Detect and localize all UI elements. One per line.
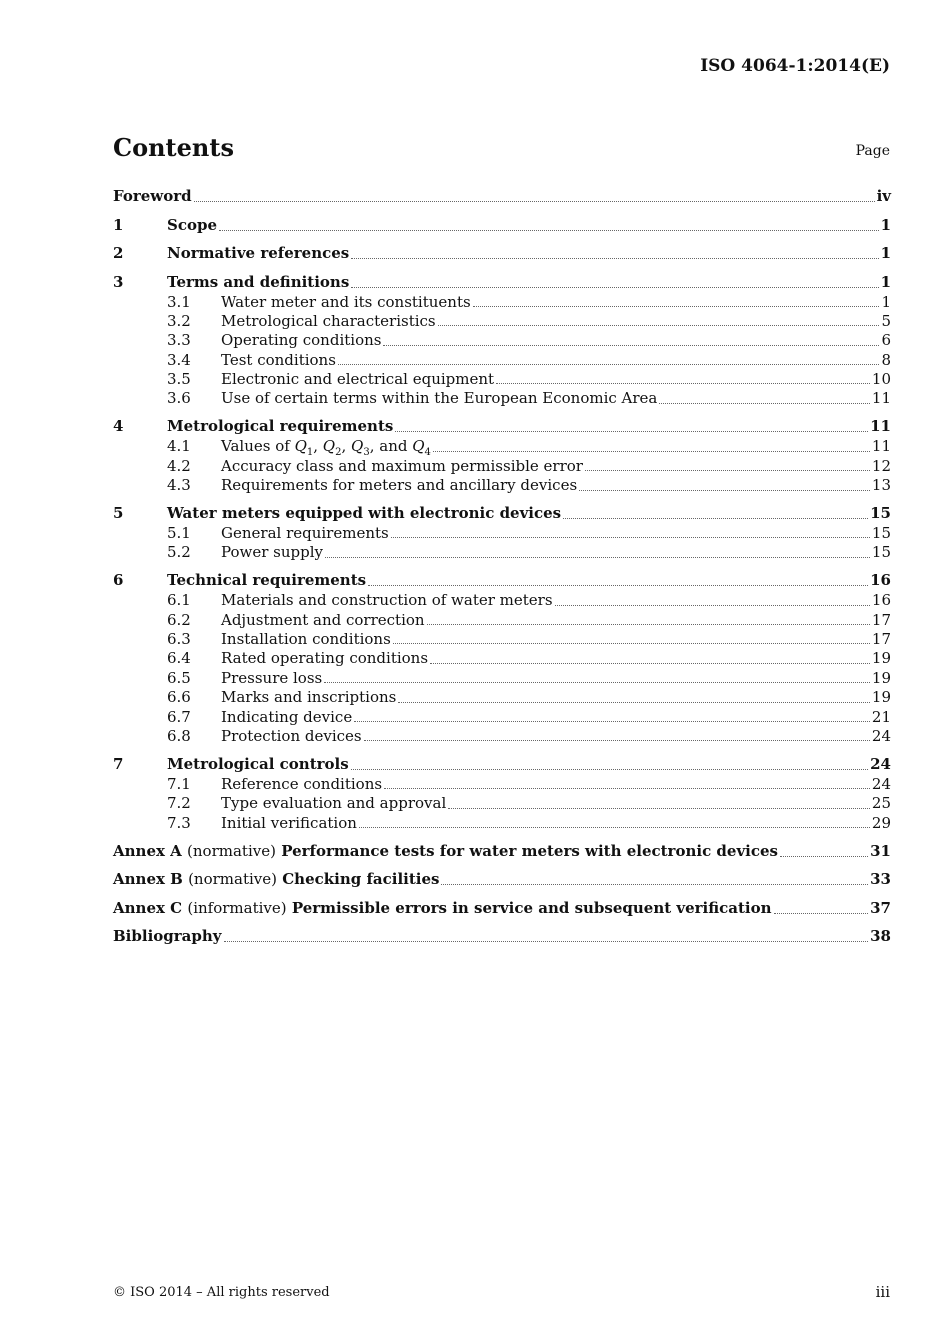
toc-entry-section-7[interactable] bbox=[113, 753, 891, 775]
toc-number: 5 bbox=[113, 504, 124, 523]
toc-page: 1 bbox=[880, 215, 891, 234]
toc-entry-4-3[interactable] bbox=[113, 476, 891, 495]
toc-number: 7 bbox=[113, 754, 124, 773]
toc-page: 11 bbox=[870, 417, 891, 436]
toc-entry-annex-a[interactable] bbox=[113, 840, 891, 862]
toc-entry-section-1[interactable] bbox=[113, 214, 891, 236]
toc-page: 17 bbox=[871, 630, 891, 649]
toc-page: 12 bbox=[871, 456, 891, 475]
leader-dots bbox=[393, 643, 870, 644]
toc-title: Use of certain terms within the European Economic Area bbox=[221, 389, 658, 408]
leader-dots bbox=[780, 856, 868, 857]
toc-entry-7-2[interactable] bbox=[113, 794, 891, 813]
toc-page: iv bbox=[876, 187, 891, 205]
toc-number: 3.2 bbox=[167, 311, 191, 330]
toc-entry-annex-c[interactable] bbox=[113, 897, 891, 919]
toc-title: Adjustment and correction bbox=[221, 610, 425, 629]
toc-number: 6.3 bbox=[167, 630, 191, 649]
toc-title: Metrological controls bbox=[167, 754, 349, 773]
toc-number: 3 bbox=[113, 272, 124, 291]
toc-page: 33 bbox=[870, 870, 891, 889]
toc-number: 6 bbox=[113, 571, 124, 590]
toc-title: Values of $Q_1$, $Q_2$, $Q_3$, and $Q_4$ bbox=[221, 437, 431, 459]
leader-dots bbox=[324, 682, 870, 683]
toc-title: Scope bbox=[167, 215, 218, 234]
toc-number: 4.1 bbox=[167, 437, 191, 456]
toc-page: 21 bbox=[871, 707, 891, 726]
toc-page: 8 bbox=[881, 350, 891, 369]
toc-title: Water meter and its constituents bbox=[221, 292, 471, 311]
toc-title: General requirements bbox=[221, 524, 389, 543]
toc-title: Indicating device bbox=[221, 707, 353, 726]
toc-title: Operating conditions bbox=[221, 331, 382, 350]
toc-title: Annex B (normative) Checking facilities bbox=[113, 870, 440, 889]
toc-page: 13 bbox=[871, 476, 891, 495]
toc-entry-section-4[interactable] bbox=[113, 415, 891, 437]
leader-dots bbox=[398, 702, 870, 703]
toc-number: 7.3 bbox=[167, 813, 191, 832]
toc-title: Electronic and electrical equipment bbox=[221, 370, 495, 389]
toc-number: 3.4 bbox=[167, 350, 191, 369]
toc-entry-3-6[interactable] bbox=[113, 389, 891, 408]
leader-dots bbox=[325, 557, 870, 558]
toc-number: 6.1 bbox=[167, 591, 191, 610]
toc-entry-5-2[interactable] bbox=[113, 543, 891, 562]
toc-entry-6-6[interactable] bbox=[113, 688, 891, 707]
toc-number: 6.2 bbox=[167, 610, 191, 629]
toc-title: Terms and definitions bbox=[167, 272, 350, 291]
toc-title: Test conditions bbox=[221, 350, 336, 369]
toc-page: 24 bbox=[870, 754, 891, 773]
toc-page: 19 bbox=[871, 649, 891, 668]
toc-entry-6-4[interactable] bbox=[113, 649, 891, 668]
toc-number: 3.3 bbox=[167, 331, 191, 350]
leader-dots bbox=[585, 470, 870, 471]
toc-page: 16 bbox=[871, 591, 891, 610]
toc-entry-section-2[interactable] bbox=[113, 242, 891, 264]
leader-dots bbox=[427, 624, 870, 625]
toc-page: 16 bbox=[870, 571, 891, 590]
toc-entry-3-3[interactable] bbox=[113, 331, 891, 350]
toc-entry-section-3[interactable] bbox=[113, 271, 891, 293]
leader-dots bbox=[563, 518, 868, 519]
toc-title: Foreword bbox=[113, 187, 192, 205]
toc-entry-foreword[interactable] bbox=[113, 185, 891, 207]
leader-dots bbox=[441, 884, 868, 885]
toc-title: Water meters equipped with electronic devices bbox=[167, 504, 562, 523]
toc-entry-6-8[interactable] bbox=[113, 727, 891, 746]
toc-number: 5.2 bbox=[167, 543, 191, 562]
toc-number: 3.6 bbox=[167, 389, 191, 408]
toc-title: Normative references bbox=[167, 244, 350, 262]
toc-number: 3.5 bbox=[167, 370, 191, 389]
leader-dots bbox=[194, 201, 875, 202]
toc-title: Metrological characteristics bbox=[221, 311, 436, 330]
toc-title: Power supply bbox=[221, 543, 324, 562]
copyright-notice: © ISO 2014 – All rights reserved bbox=[113, 1285, 330, 1300]
toc-title: Marks and inscriptions bbox=[221, 688, 397, 707]
toc-entry-6-7[interactable] bbox=[113, 708, 891, 727]
toc-page: 38 bbox=[870, 927, 891, 946]
leader-dots bbox=[383, 345, 879, 346]
toc-page: 19 bbox=[871, 688, 891, 707]
leader-dots bbox=[448, 808, 870, 809]
toc-title: Annex C (informative) Permissible errors in service and subsequent verification bbox=[113, 898, 772, 917]
leader-dots bbox=[391, 537, 870, 538]
toc-entry-6-2[interactable] bbox=[113, 611, 891, 630]
toc-entry-6-3[interactable] bbox=[113, 630, 891, 649]
leader-dots bbox=[384, 788, 870, 789]
leader-dots bbox=[351, 287, 878, 288]
toc-title: Requirements for meters and ancillary devices bbox=[221, 476, 578, 495]
leader-dots bbox=[555, 605, 870, 606]
toc-title: Protection devices bbox=[221, 727, 362, 746]
toc-title: Rated operating conditions bbox=[221, 649, 429, 668]
leader-dots bbox=[354, 721, 870, 722]
toc-entry-7-3[interactable] bbox=[113, 814, 891, 833]
page-number: iii bbox=[875, 1283, 890, 1301]
toc-page: 11 bbox=[871, 437, 891, 456]
toc-entry-section-6[interactable] bbox=[113, 569, 891, 591]
leader-dots bbox=[351, 769, 868, 770]
toc-page: 25 bbox=[871, 794, 891, 813]
toc-number: 6.6 bbox=[167, 688, 191, 707]
toc-page: 15 bbox=[871, 543, 891, 562]
toc-title: Technical requirements bbox=[167, 571, 367, 590]
toc-page: 24 bbox=[871, 774, 891, 793]
toc-entry-3-5[interactable] bbox=[113, 370, 891, 389]
leader-dots bbox=[774, 913, 869, 914]
toc-page: 31 bbox=[870, 841, 891, 860]
toc-page: 10 bbox=[871, 370, 891, 389]
toc-title: Accuracy class and maximum permissible error bbox=[221, 456, 583, 475]
toc-page: 11 bbox=[871, 389, 891, 408]
toc-number: 4 bbox=[113, 417, 124, 436]
toc-page: 6 bbox=[881, 331, 891, 350]
toc-entry-5-1[interactable] bbox=[113, 524, 891, 543]
toc-title: Type evaluation and approval bbox=[221, 794, 447, 813]
leader-dots bbox=[368, 585, 868, 586]
toc-number: 1 bbox=[113, 215, 124, 234]
toc-title: Metrological requirements bbox=[167, 417, 394, 436]
toc-page: 5 bbox=[881, 311, 891, 330]
toc-page: 24 bbox=[871, 727, 891, 746]
document-id: ISO 4064-1:2014(E) bbox=[700, 56, 890, 76]
toc-title: Pressure loss bbox=[221, 668, 323, 687]
leader-dots bbox=[359, 827, 870, 828]
leader-dots bbox=[338, 364, 880, 365]
toc-entry-bibliography[interactable] bbox=[113, 925, 891, 947]
toc-title: Initial verification bbox=[221, 813, 357, 832]
toc-number: 4.2 bbox=[167, 456, 191, 475]
toc-title: Reference conditions bbox=[221, 774, 383, 793]
toc-title: Annex A (normative) Performance tests for water meters with electronic devices bbox=[113, 841, 778, 860]
toc-entry-6-5[interactable] bbox=[113, 669, 891, 688]
toc-number: 6.4 bbox=[167, 649, 191, 668]
leader-dots bbox=[433, 451, 870, 452]
toc-entry-4-2[interactable] bbox=[113, 457, 891, 476]
toc-page: 1 bbox=[880, 272, 891, 291]
leader-dots bbox=[659, 403, 870, 404]
toc-page: 37 bbox=[870, 898, 891, 917]
toc-page: 15 bbox=[871, 524, 891, 543]
contents-title: Contents bbox=[113, 133, 234, 162]
toc-page: 1 bbox=[880, 244, 891, 262]
toc-number: 7.1 bbox=[167, 774, 191, 793]
toc-number: 4.3 bbox=[167, 476, 191, 495]
leader-dots bbox=[224, 941, 869, 942]
toc-entry-3-4[interactable] bbox=[113, 351, 891, 370]
toc-page: 19 bbox=[871, 668, 891, 687]
toc-page: 1 bbox=[881, 292, 891, 311]
toc-number: 6.5 bbox=[167, 668, 191, 687]
toc-number: 6.7 bbox=[167, 707, 191, 726]
toc-page: 17 bbox=[871, 610, 891, 629]
toc-number: 5.1 bbox=[167, 524, 191, 543]
leader-dots bbox=[438, 325, 880, 326]
leader-dots bbox=[496, 383, 870, 384]
toc-entry-3-2[interactable] bbox=[113, 312, 891, 331]
leader-dots bbox=[473, 306, 880, 307]
table-of-contents bbox=[113, 185, 891, 947]
toc-page: 29 bbox=[871, 813, 891, 832]
toc-entry-annex-b[interactable] bbox=[113, 868, 891, 890]
toc-entry-3-1[interactable] bbox=[113, 293, 891, 312]
toc-number: 6.8 bbox=[167, 727, 191, 746]
leader-dots bbox=[219, 230, 879, 231]
toc-entry-section-5[interactable] bbox=[113, 502, 891, 524]
leader-dots bbox=[395, 431, 868, 432]
toc-number: 2 bbox=[113, 244, 124, 262]
toc-entry-6-1[interactable] bbox=[113, 591, 891, 610]
leader-dots bbox=[351, 258, 878, 259]
leader-dots bbox=[579, 490, 870, 491]
toc-entry-4-1[interactable] bbox=[113, 437, 891, 459]
toc-page: 15 bbox=[870, 504, 891, 523]
page-column-label: Page bbox=[855, 143, 890, 159]
toc-title: Materials and construction of water meters bbox=[221, 591, 553, 610]
toc-entry-7-1[interactable] bbox=[113, 775, 891, 794]
toc-title: Installation conditions bbox=[221, 630, 391, 649]
toc-title: Bibliography bbox=[113, 927, 222, 946]
leader-dots bbox=[430, 663, 870, 664]
toc-number: 3.1 bbox=[167, 292, 191, 311]
leader-dots bbox=[364, 740, 870, 741]
toc-number: 7.2 bbox=[167, 794, 191, 813]
